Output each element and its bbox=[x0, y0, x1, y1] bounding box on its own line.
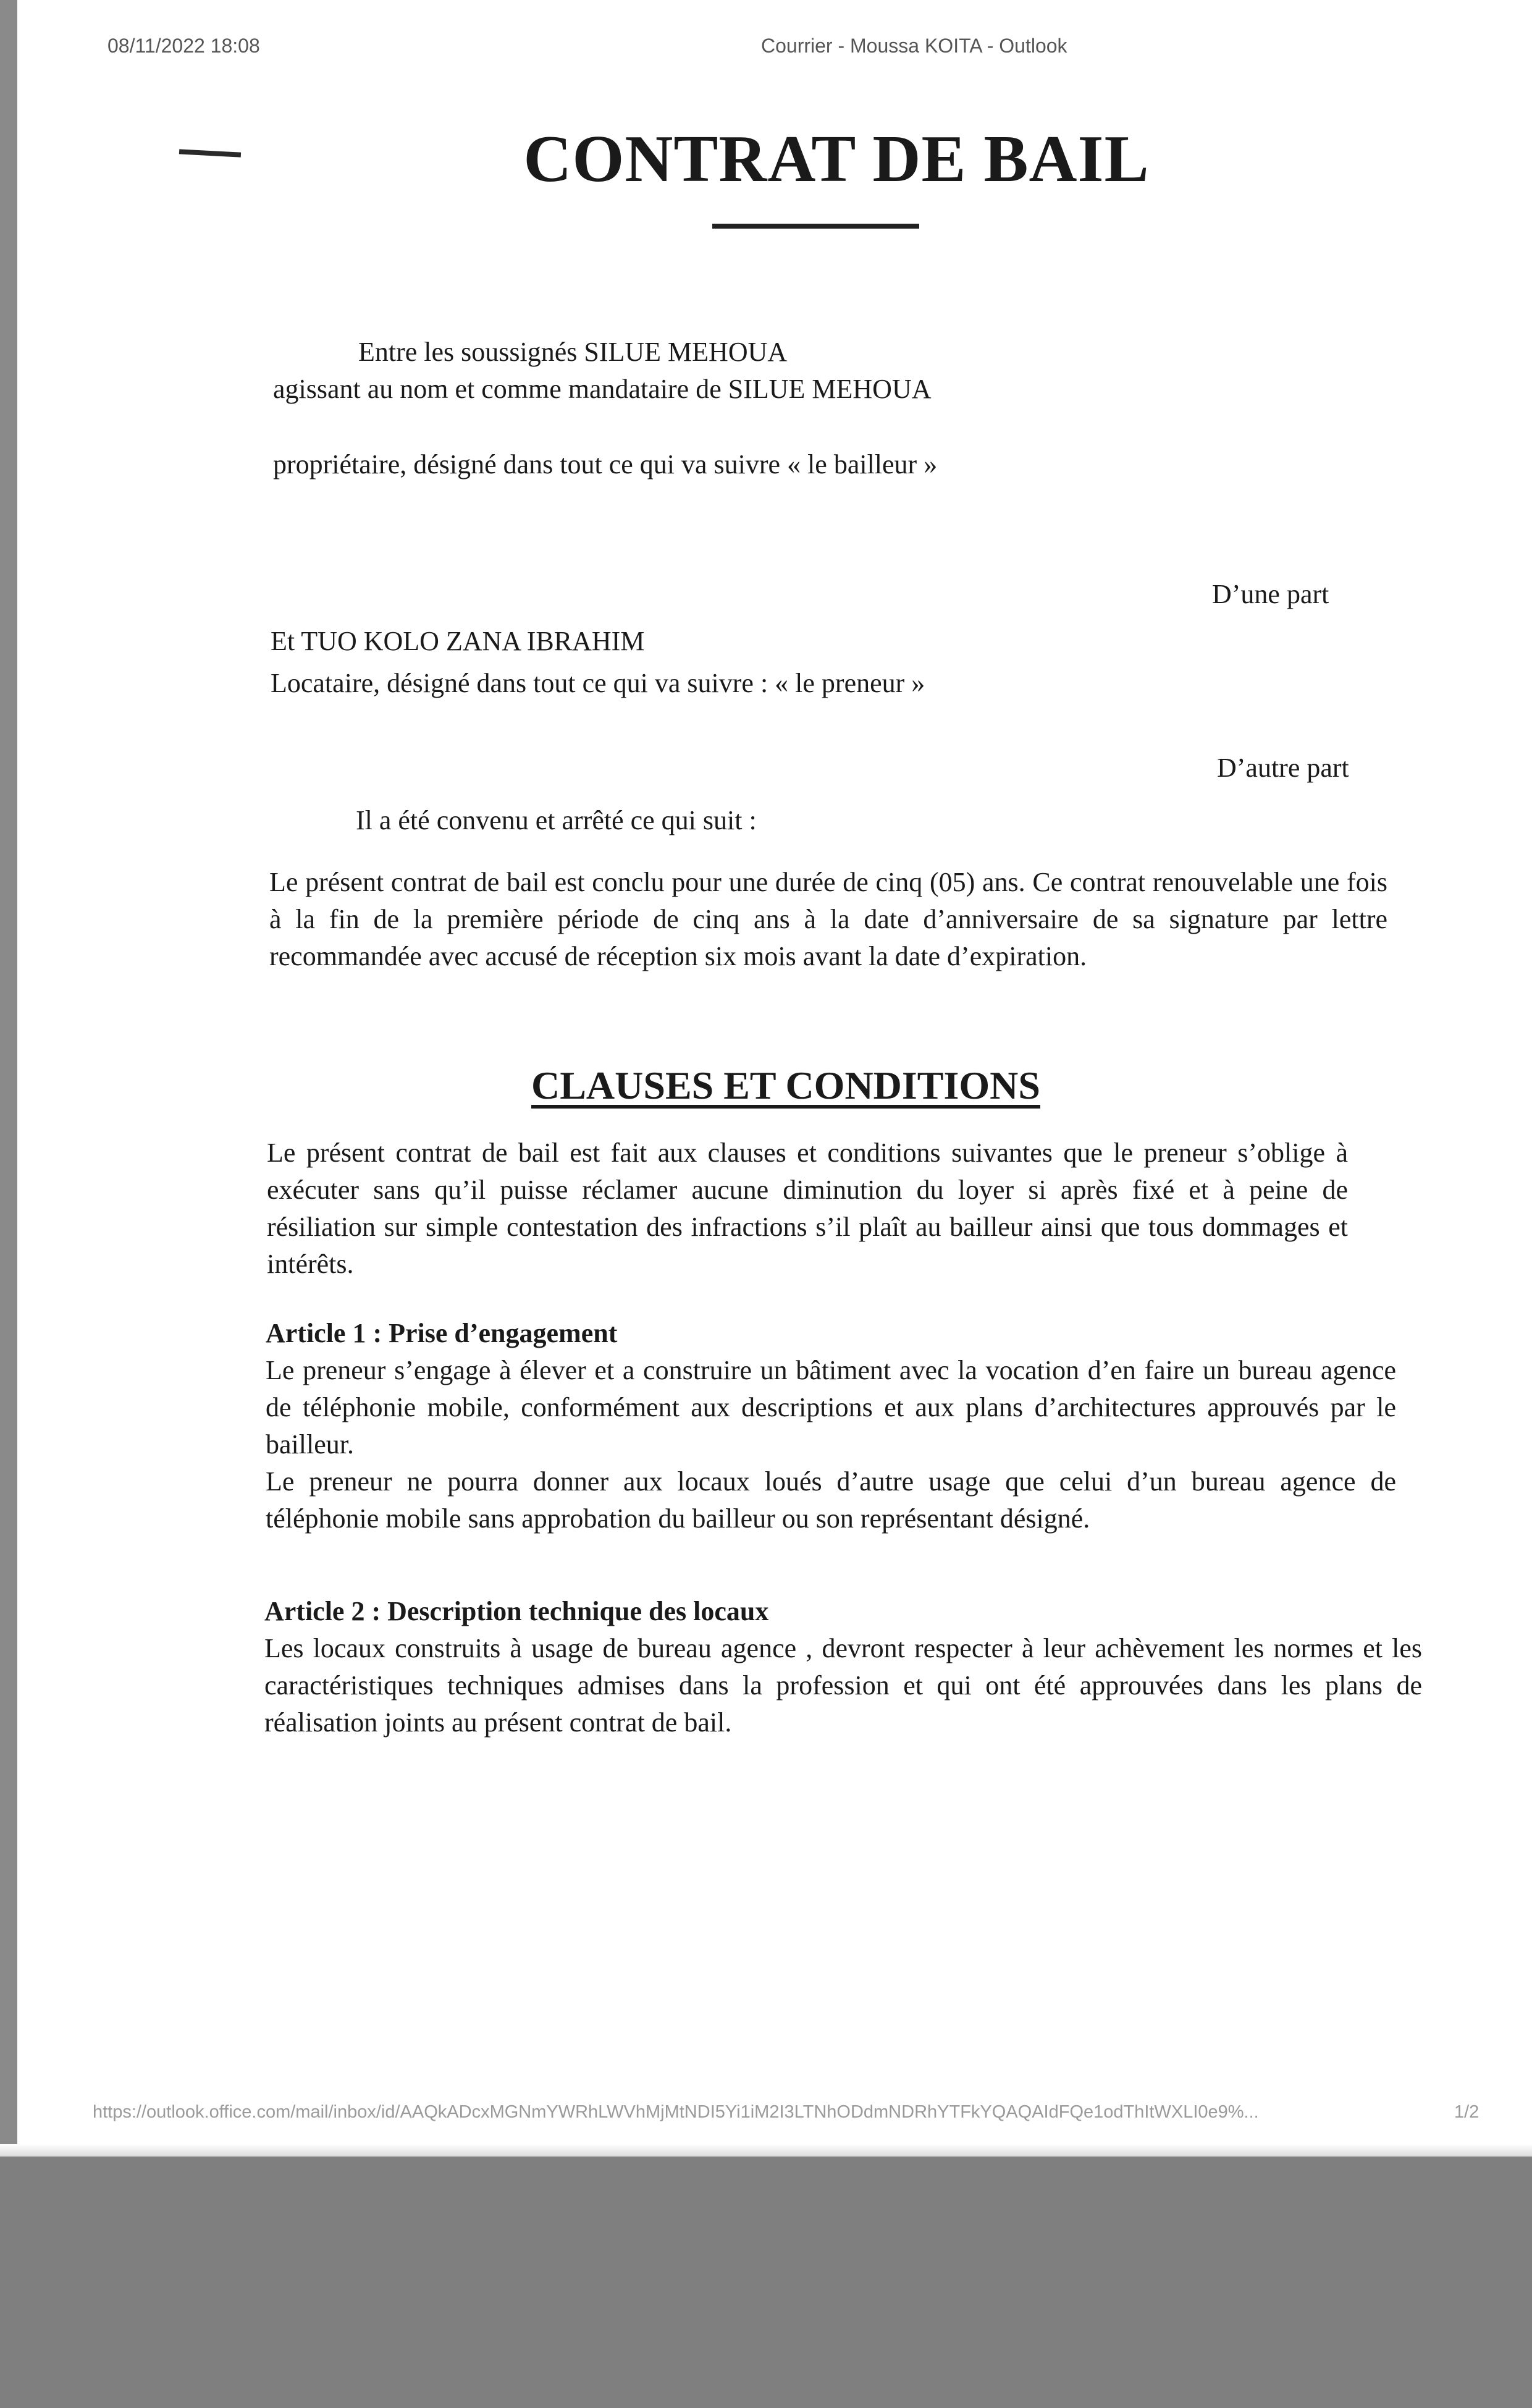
article-2-paragraph-1: Les locaux construits à usage de bureau agence , devront respecter à leur achèvement les normes et les caractéristiques techniques admises dans la profession et qui ont été approuvées dans les plans de réalisation joints au présent contrat de bail. bbox=[264, 1633, 1422, 1738]
first-party-label: D’une part bbox=[1212, 579, 1329, 609]
mandate-line: agissant au nom et comme mandataire de SILUE MEHOUA bbox=[273, 374, 932, 404]
title-underline bbox=[712, 224, 919, 229]
article-2 bbox=[264, 1593, 1422, 1741]
tenant-line: Et TUO KOLO ZANA IBRAHIM bbox=[271, 626, 645, 656]
scan-background bbox=[0, 2157, 1532, 2408]
print-window-title: Courrier - Moussa KOITA - Outlook bbox=[761, 35, 1067, 57]
print-page-indicator: 1/2 bbox=[1454, 2102, 1479, 2122]
clauses-intro-paragraph: Le présent contrat de bail est fait aux clauses et conditions suivantes que le preneur s’oblige à exécuter sans qu’il puisse réclamer aucune diminution du loyer si après fixé et à peine de résiliation sur simple contestation des infractions s’il plaît au bailleur ainsi que tous dommages et intérêts. bbox=[267, 1138, 1348, 1279]
clauses-heading: CLAUSES ET CONDITIONS bbox=[531, 1063, 1040, 1107]
tenant-role-line: Locataire, désigné dans tout ce qui va suivre : « le preneur » bbox=[271, 668, 925, 698]
print-datetime: 08/11/2022 18:08 bbox=[107, 35, 260, 57]
article-1-paragraph-1: Le preneur s’engage à élever et a construire un bâtiment avec la vocation d’en faire un bureau agence de téléphonie mobile, conformément aux descriptions et aux plans d’architectures approuvés par le bailleur. bbox=[266, 1355, 1396, 1460]
print-footer-url: https://outlook.office.com/mail/inbox/id/AAQkADcxMGNmYWRhLWVhMjMtNDI5Yi1iM2I3LTNhODdmNDRhYTFkYQAQAIdFQe1odThItWXLI0e9%... bbox=[93, 2102, 1259, 2122]
document-page bbox=[17, 0, 1532, 2157]
owner-line: propriétaire, désigné dans tout ce qui va suivre « le bailleur » bbox=[273, 449, 938, 479]
parties-intro-line: Entre les soussignés SILUE MEHOUA bbox=[358, 337, 788, 367]
duration-paragraph: Le présent contrat de bail est conclu pour une durée de cinq (05) ans. Ce contrat renouvelable une fois à la fin de la première période de cinq ans à la date d’anniversaire de sa signature par lettre recommandée avec accusé de réception six mois avant la date d’expiration. bbox=[269, 867, 1387, 971]
second-party-label: D’autre part bbox=[1217, 753, 1349, 783]
scan-left-edge bbox=[0, 0, 17, 2157]
document-title: CONTRAT DE BAIL bbox=[523, 122, 1150, 196]
article-1 bbox=[266, 1315, 1396, 1537]
article-1-paragraph-2: Le preneur ne pourra donner aux locaux loués d’autre usage que celui d’un bureau agence de téléphonie mobile sans approbation du bailleur ou son représentant désigné. bbox=[266, 1466, 1396, 1534]
agreement-intro: Il a été convenu et arrêté ce qui suit : bbox=[356, 805, 757, 835]
article-1-title: Article 1 : Prise d’engagement bbox=[266, 1318, 618, 1348]
article-2-title: Article 2 : Description technique des locaux bbox=[264, 1596, 769, 1626]
scan-page-edge bbox=[0, 2144, 1532, 2157]
